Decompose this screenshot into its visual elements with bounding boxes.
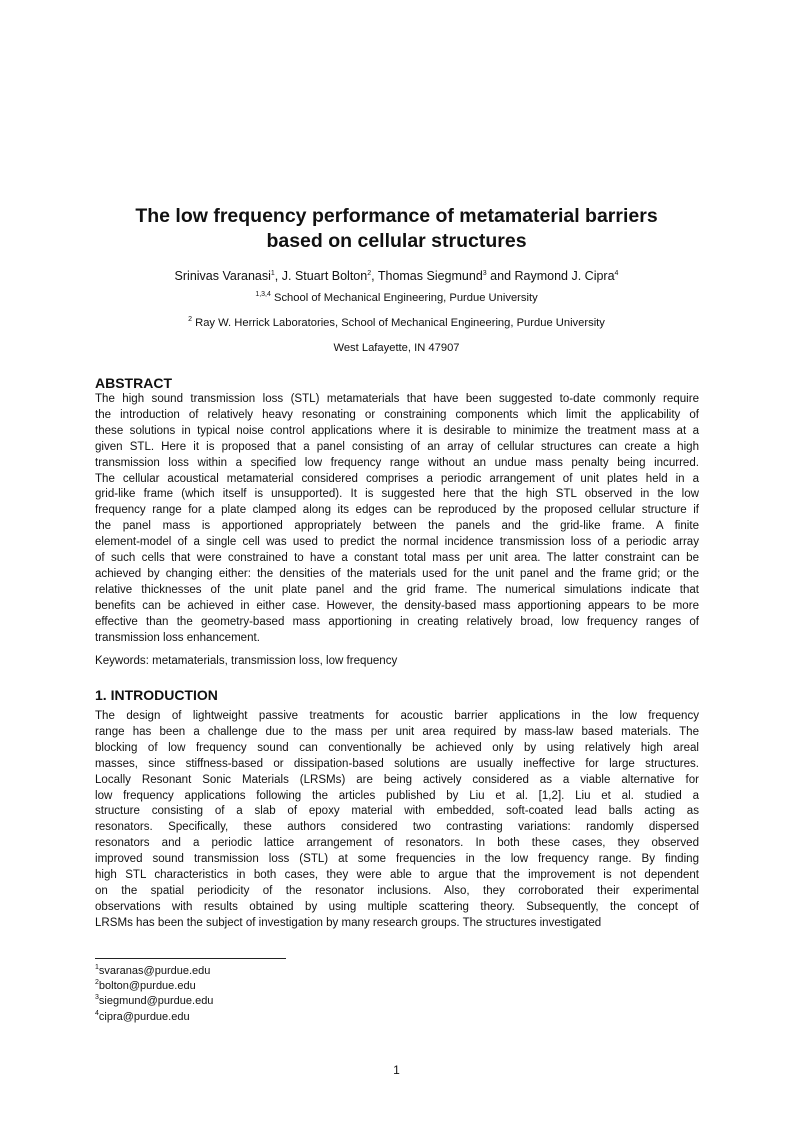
footnote — [95, 964, 213, 979]
affiliation-text: Ray W. Herrick Laboratories, School of Mechanical Engineering, Purdue University — [195, 317, 605, 329]
footnote-email[interactable]: bolton@purdue.edu — [98, 980, 196, 993]
author-separator: and — [486, 269, 515, 283]
text-line: resonators. Specifically, these authors considered two contrasting variations: randomly dispersed — [95, 821, 699, 834]
text-line: transmission loss within a specified low frequency range without an undue mass penalty being incurred. — [95, 456, 699, 469]
text-line: LRSMs has been the subject of investigation by many research groups. The structures investigated — [95, 916, 602, 929]
text-line: element-model of a single cell was used to predict the normal incidence transmission loss of a periodic array — [95, 536, 699, 549]
text-line: blocking of low frequency sound can conventionally be achieved only by using relatively high areal — [95, 741, 699, 754]
author-name: J. Stuart Bolton — [281, 269, 368, 283]
text-line: high STL characteristics in both cases, they were able to argue that the improvement is not dependent — [95, 869, 699, 882]
text-line: structure consisting of a slab of epoxy material with embedded, soft-coated lead balls acting as — [95, 805, 699, 818]
footnote-marker: 2 — [95, 979, 99, 987]
text-line: The design of lightweight passive treatments for acoustic barrier applications in the low frequency — [95, 710, 699, 722]
paper-title-line: based on cellular structures — [266, 230, 527, 252]
affiliation — [60, 316, 733, 330]
author-separator: , — [371, 269, 378, 283]
text-line: of such cells that were constrained to have a constant total mass per unit area. The latter constraint can be — [95, 552, 699, 565]
text-line: effective than the geometry-based mass apportioning in creating relatively broad, low frequency ranges of — [95, 615, 699, 628]
text-line: grid-like frame (which itself is unsupported). It is suggested here that the high STL observed in the low — [95, 488, 699, 501]
text-line: relative thicknesses of the unit plate panel and the grid frame. The numerical simulations indicate that — [95, 583, 699, 596]
author-name: Srinivas Varanasi — [174, 269, 271, 283]
author-affiliation-marker: 1 — [270, 270, 275, 277]
text-line: these solutions in typical noise control applications where it is desirable to minimize the treatment mass at a — [95, 424, 699, 437]
section-heading-introduction: 1. INTRODUCTION — [95, 687, 218, 703]
text-line: given STL. Here it is proposed that a panel consisting of an array of cellular structures can create a high — [95, 440, 699, 453]
affiliation-marker: 2 — [188, 316, 192, 323]
page-number: 1 — [393, 1063, 400, 1077]
author-name: Thomas Siegmund — [377, 269, 483, 283]
text-line: achieved by changing either: the densities of the materials used for the unit panel and the frame grid; or the — [95, 567, 699, 580]
keywords: Keywords: metamaterials, transmission loss, low frequency — [95, 655, 398, 667]
author-name: Raymond J. Cipra — [514, 269, 615, 283]
footnote — [95, 1010, 213, 1025]
footnote-marker: 4 — [95, 1009, 99, 1017]
introduction-body — [95, 709, 699, 932]
text-line: on the spatial periodicity of the resonator inclusions. Also, they corroborated their experimental — [95, 884, 699, 897]
footnote-email[interactable]: siegmund@purdue.edu — [98, 995, 214, 1008]
author-affiliation-marker: 3 — [482, 270, 487, 277]
footnote-email[interactable]: cipra@purdue.edu — [98, 1010, 190, 1023]
text-line: improved sound transmission loss (STL) at some frequencies in the low frequency range. By finding — [95, 853, 699, 866]
footnote-email[interactable]: svaranas@purdue.edu — [98, 965, 211, 977]
paper-title-line: The low frequency performance of metamaterial barriers — [135, 205, 658, 227]
abstract-body — [95, 392, 699, 647]
affiliation — [60, 291, 733, 305]
text-line: range has been a challenge due to the mass per unit area required by mass-law based materials. The — [95, 725, 699, 738]
text-line: the panel mass is apportioned appropriately between the panels and the grid-like frame. A finite — [95, 520, 699, 533]
text-line: The high sound transmission loss (STL) metamaterials that have been suggested to-date commonly require — [95, 393, 699, 405]
affiliation-text: School of Mechanical Engineering, Purdue University — [274, 292, 538, 304]
text-line: observations with results obtained by using multiple scattering theory. Subsequently, the concept of — [95, 900, 699, 913]
footnote — [95, 979, 213, 994]
text-line: low frequency applications following the articles published by Liu et al. [1,2]. Liu et al. studied a — [95, 789, 699, 802]
author-separator: , — [274, 269, 282, 283]
text-line: benefits can be achieved in either case. However, the density-based mass apportioning appears to be more — [95, 599, 699, 612]
footnote-marker: 3 — [95, 994, 99, 1002]
footnote-divider — [95, 958, 286, 959]
text-line: Locally Resonant Sonic Materials (LRSMs) are being actively considered as a viable alternative for — [95, 773, 699, 786]
text-line: the introduction of relatively heavy resonating or constraining components which limit the applicability of — [95, 408, 699, 421]
affiliation-location: West Lafayette, IN 47907 — [333, 342, 460, 354]
text-line: transmission loss enhancement. — [95, 631, 260, 644]
footnotes — [95, 964, 213, 1025]
text-line: masses, since stiffness-based or dissipation-based solutions are usually ineffective for large structures. — [95, 757, 699, 770]
abstract-heading: ABSTRACT — [95, 375, 172, 391]
text-line: frequency range for a plate clamped along its edges can be reproduced by the proposed cellular structure if — [95, 504, 699, 517]
footnote-marker: 1 — [95, 964, 99, 971]
text-line: The cellular acoustical metamaterial considered comprises a periodic arrangement of unit plates held in a — [95, 472, 699, 485]
author-affiliation-marker: 4 — [614, 270, 619, 277]
author-list — [60, 268, 733, 284]
footnote — [95, 994, 213, 1009]
author-affiliation-marker: 2 — [367, 270, 372, 277]
text-line: resonators and a periodic lattice arrangement of resonators. In both these cases, they observed — [95, 837, 699, 850]
paper-title — [60, 204, 733, 254]
affiliation-marker: 1,3,4 — [255, 291, 271, 298]
